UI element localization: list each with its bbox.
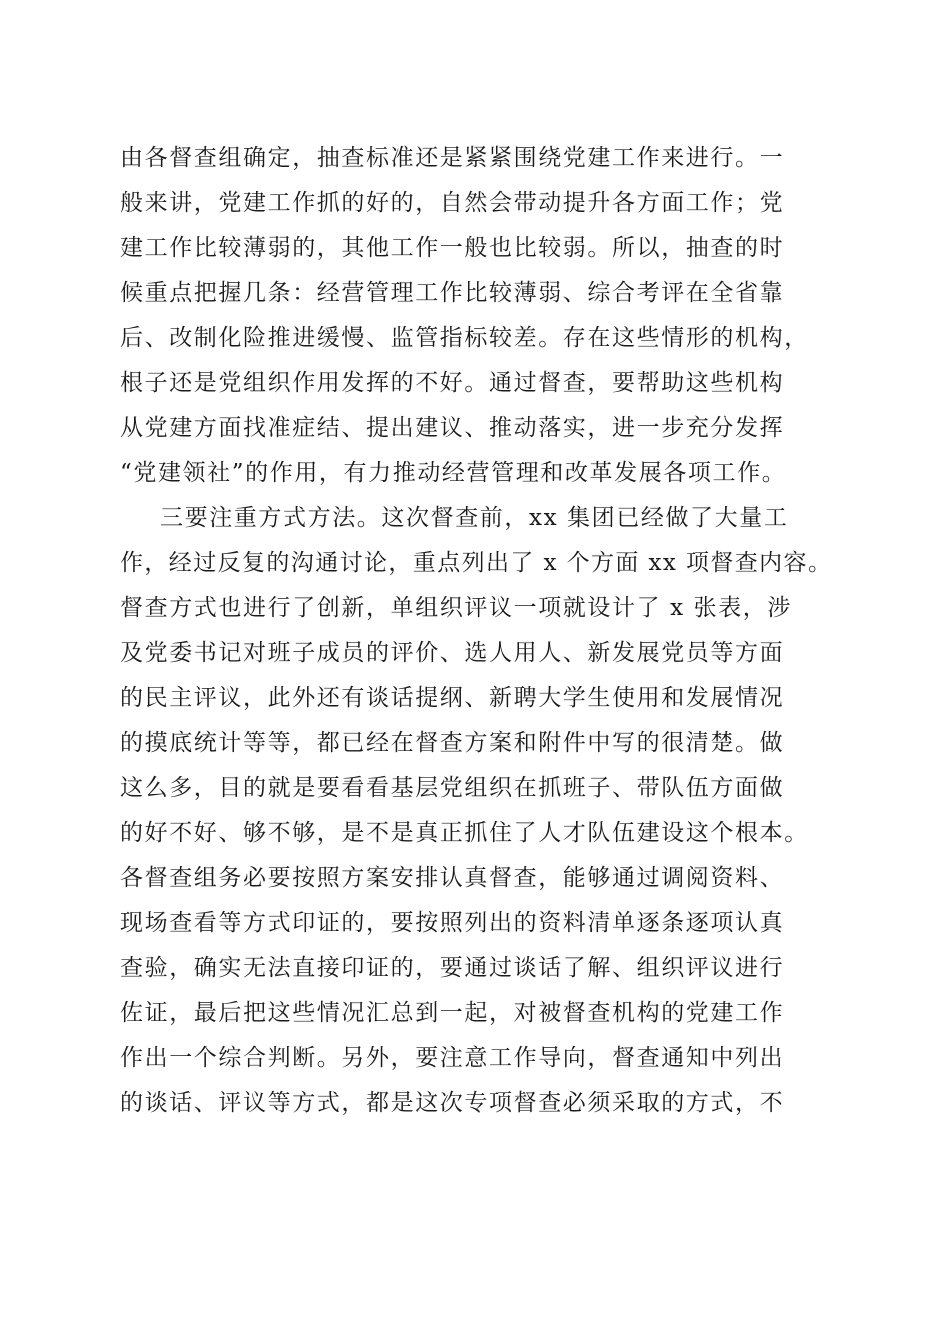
body-text	[120, 136, 832, 1126]
text-line-3: 建工作比较薄弱的，其他工作一般也比较弱。所以，抽查的时	[120, 235, 785, 261]
text-line-15: 这么多，目的就是要看看基层党组织在抓班子、带队伍方面做	[120, 775, 785, 801]
text-line-14: 的摸底统计等等，都已经在督查方案和附件中写的很清楚。做	[120, 730, 785, 756]
text-line-17: 各督查组务必要按照方案安排认真督查，能够通过调阅资料、	[120, 865, 785, 891]
text-line-12: 及党委书记对班子成员的评价、选人用人、新发展党员等方面	[120, 640, 785, 666]
text-line-1: 由各督查组确定，抽查标准还是紧紧围绕党建工作来进行。一	[120, 145, 785, 171]
text-line-13: 的民主评议，此外还有谈话提纲、新聘大学生使用和发展情况	[120, 685, 785, 711]
text-line-10: 作，经过反复的沟通讨论，重点列出了 x 个方面 xx 项督查内容。	[120, 550, 833, 576]
text-line-6: 根子还是党组织作用发挥的不好。通过督查，要帮助这些机构	[120, 370, 785, 396]
text-line-21: 作出一个综合判断。另外，要注意工作导向，督查通知中列出	[120, 1045, 785, 1071]
text-line-16: 的好不好、够不够，是不是真正抓住了人才队伍建设这个根本。	[120, 820, 809, 846]
text-line-7: 从党建方面找准症结、提出建议、推动落实，进一步充分发挥	[120, 415, 785, 441]
text-line-22: 的谈话、评议等方式，都是这次专项督查必须采取的方式，不	[120, 1090, 785, 1116]
text-line-8: “党建领社”的作用，有力推动经营管理和改革发展各项工作。	[120, 460, 787, 486]
paragraph-start-line: 三要注重方式方法。这次督查前，xx 集团已经做了大量工	[160, 505, 789, 531]
text-line-4: 候重点把握几条：经营管理工作比较薄弱、综合考评在全省靠	[120, 280, 785, 306]
text-line-11: 督查方式也进行了创新，单组织评议一项就设计了 x 张表，涉	[120, 595, 792, 621]
text-line-5: 后、改制化险推进缓慢、监管指标较差。存在这些情形的机构，	[120, 325, 809, 351]
text-line-20: 佐证，最后把这些情况汇总到一起，对被督查机构的党建工作	[120, 1000, 785, 1026]
text-line-18: 现场查看等方式印证的，要按照列出的资料清单逐条逐项认真	[120, 910, 785, 936]
text-line-19: 查验，确实无法直接印证的，要通过谈话了解、组织评议进行	[120, 955, 785, 981]
text-line-2: 般来讲，党建工作抓的好的，自然会带动提升各方面工作；党	[120, 190, 785, 216]
